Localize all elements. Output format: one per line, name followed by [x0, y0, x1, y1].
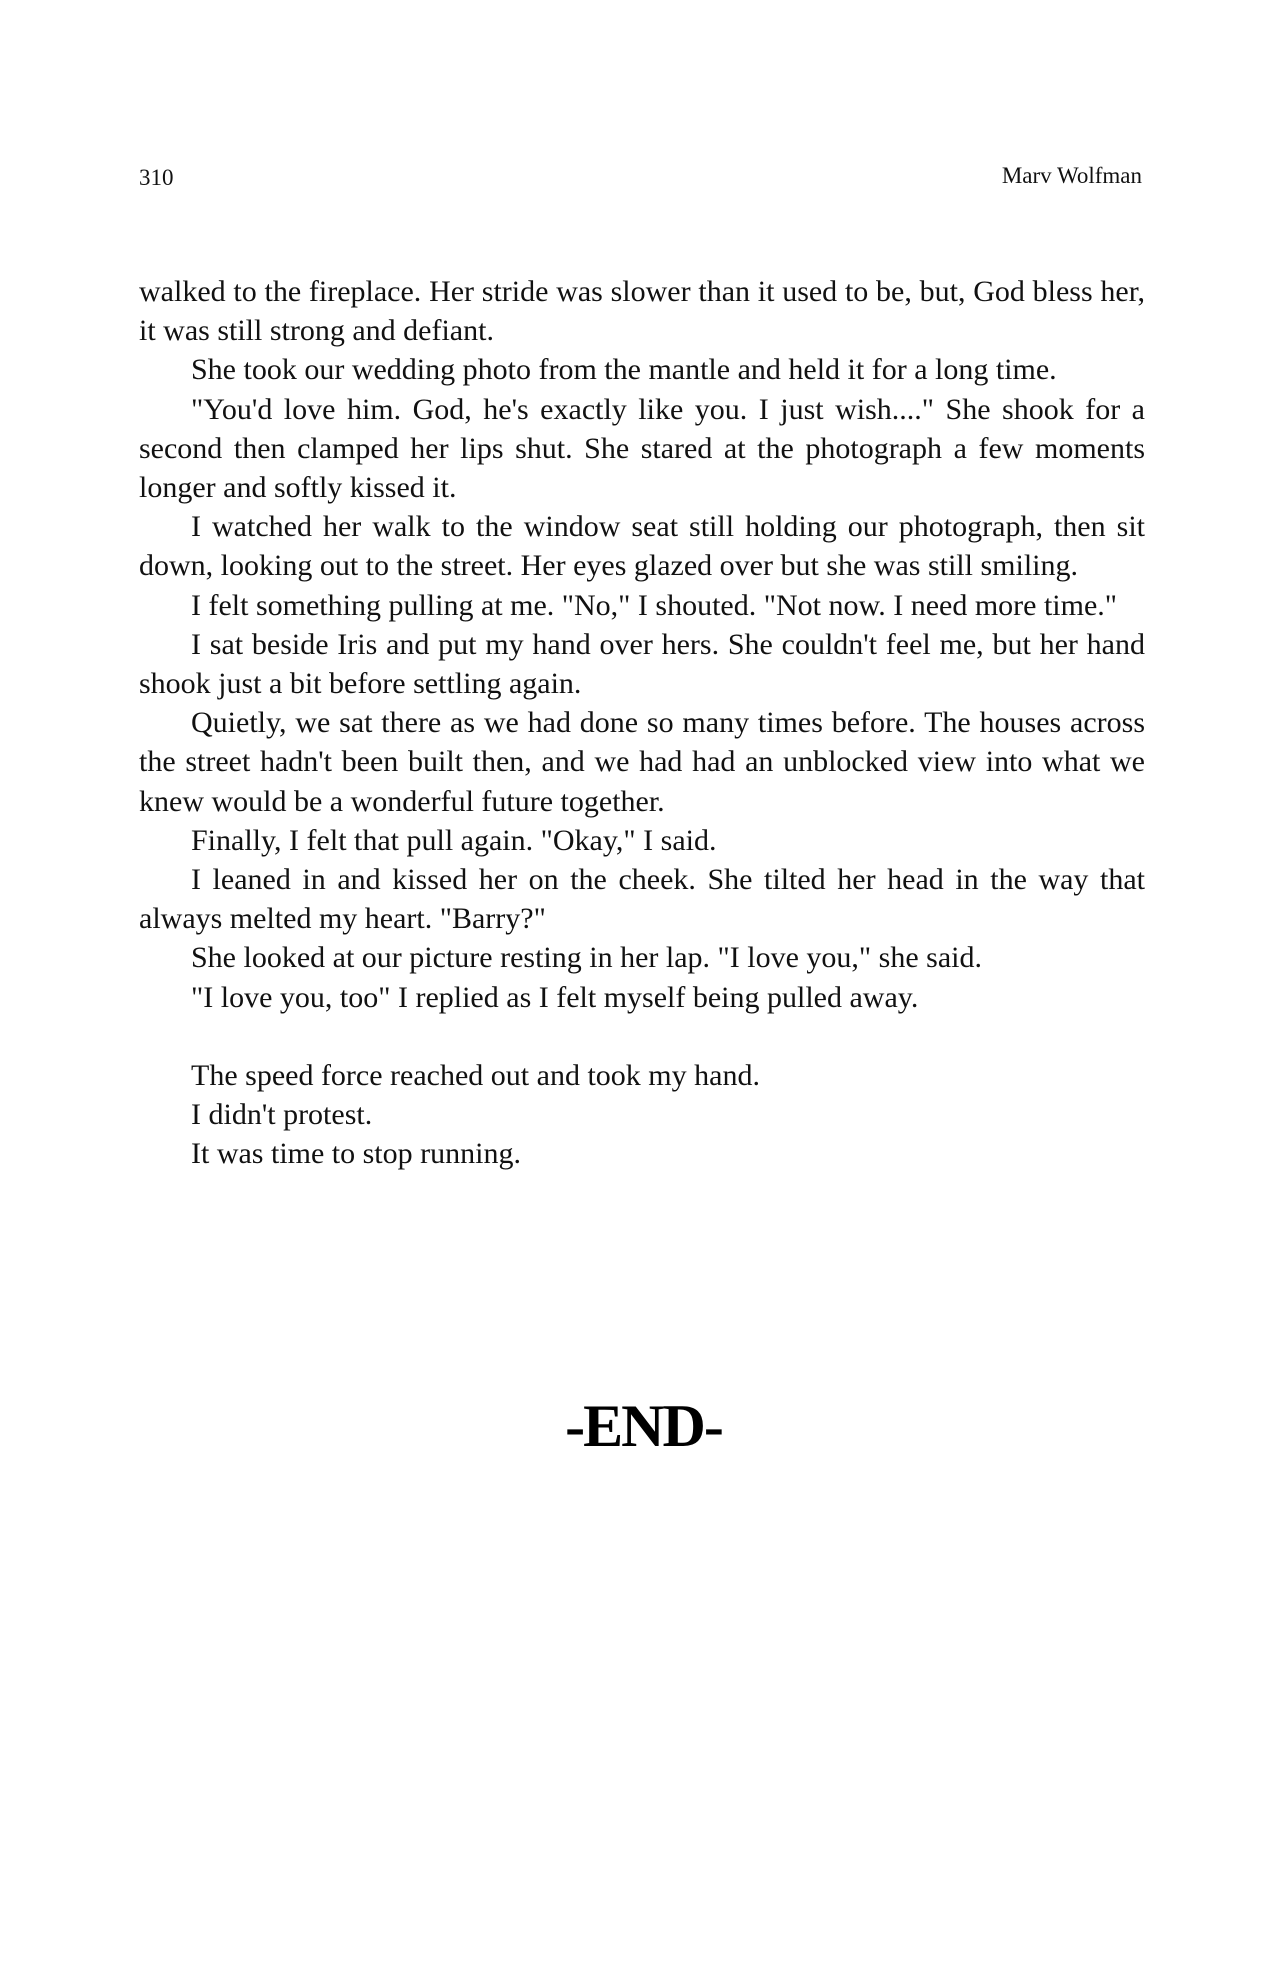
paragraph: She took our wedding photo from the mantle and held it for a long time.: [191, 353, 1057, 387]
paragraph: "I love you, too" I replied as I felt myself being pulled away.: [191, 980, 919, 1014]
paragraph: The speed force reached out and took my hand.: [191, 1059, 760, 1093]
paragraph: Quietly, we sat there as we had done so many times before. The houses across the street hadn't been built then, and we had had an unblocked view into what we knew would be a wonderful future together.: [139, 706, 1145, 818]
end-mark: -END-: [565, 1393, 722, 1459]
paragraph: She looked at our picture resting in her lap. "I love you," she said.: [191, 941, 982, 975]
section-gap: [139, 1017, 1145, 1056]
paragraph: I didn't protest.: [191, 1098, 373, 1132]
running-header: [139, 163, 1142, 195]
paragraph: Finally, I felt that pull again. "Okay," I said.: [191, 823, 717, 857]
paragraph: It was time to stop running.: [191, 1137, 521, 1171]
page-number: 310: [139, 165, 174, 190]
paragraph: I felt something pulling at me. "No," I shouted. "Not now. I need more time.": [191, 588, 1118, 622]
running-header-author: Marv Wolfman: [1001, 163, 1142, 188]
paragraph: "You'd love him. God, he's exactly like you. I just wish...." She shook for a second then clamped her lips shut. She stared at the photograph a few moments longer and softly kissed it.: [139, 392, 1145, 505]
paragraph: walked to the fireplace. Her stride was slower than it used to be, but, God bless her, it was still strong and defiant.: [139, 275, 1145, 348]
paragraph: I leaned in and kissed her on the cheek. She tilted her head in the way that always melted my heart. "Barry?": [139, 863, 1145, 936]
body-text: [139, 272, 1145, 1174]
paragraph: I sat beside Iris and put my hand over hers. She couldn't feel me, but her hand shook just a bit before settling again.: [139, 627, 1145, 701]
paragraph: I watched her walk to the window seat still holding our photograph, then sit down, looking out to the street. Her eyes glazed over but she was still smiling.: [139, 510, 1145, 583]
